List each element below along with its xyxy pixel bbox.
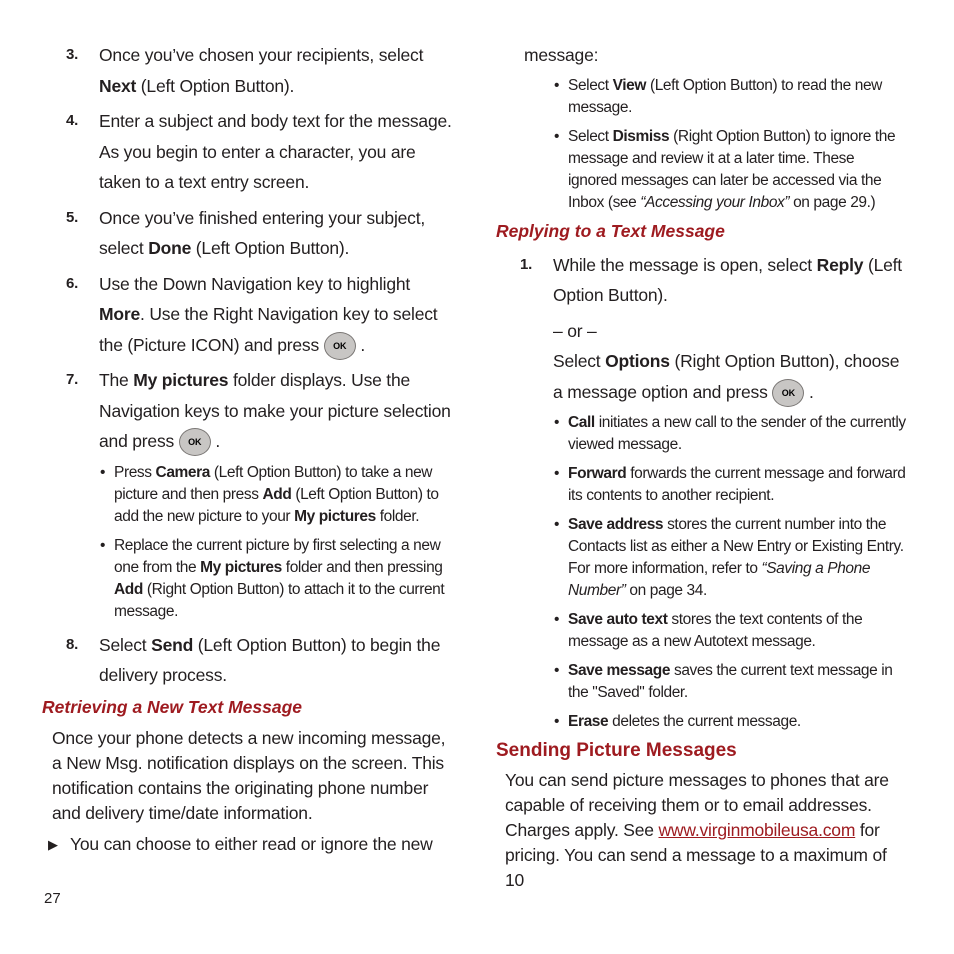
erase-label: Erase: [568, 713, 609, 730]
bullet-icon: •: [554, 611, 560, 628]
bullet-icon: •: [554, 516, 560, 533]
bullet-camera: [42, 462, 452, 528]
bullet-text: on page 29.): [789, 193, 876, 211]
bullet-text: folder.: [375, 507, 420, 525]
step-text: .: [360, 334, 366, 355]
bullet-icon: •: [554, 76, 560, 94]
bullet-text: Press: [114, 463, 156, 481]
bullet-text: (Left Option Button) to read the new message.: [568, 76, 882, 116]
bullet-text: on page 34.: [625, 582, 707, 599]
options-instruction: [496, 346, 906, 407]
bullet-text: stores the current number into the Contacts list as either a New Entry or Existing Entry. For more information, refer to: [568, 516, 904, 577]
save-address-label: Save address: [568, 516, 664, 533]
view-label: View: [612, 76, 647, 94]
more-label: More: [99, 304, 141, 324]
next-label: Next: [99, 75, 137, 96]
cross-reference: “Accessing your Inbox”: [640, 193, 790, 211]
virgin-mobile-link[interactable]: www.virginmobileusa.com: [658, 820, 856, 840]
bullet-text: folder and then pressing: [281, 558, 443, 576]
retrieving-body: Once your phone detects a new incoming message, a New Msg. notification displays on the screen. This notification contains the originating phone number and delivery time/date information.: [52, 727, 446, 823]
my-pictures-label: My pictures: [294, 507, 376, 525]
body-text: for pricing. You can send a message to a maximum of 10: [505, 820, 887, 890]
left-column: [42, 40, 452, 857]
forward-label: Forward: [568, 465, 627, 482]
replying-heading: Replying to a Text Message: [496, 220, 725, 241]
cross-reference: “Saving a Phone Number”: [568, 560, 871, 599]
step-number: 3.: [66, 46, 79, 63]
bullet-text: (Left Option Button) to take a new picture and then press: [114, 463, 433, 503]
sending-body: [496, 768, 906, 893]
step-text: Use the Down Navigation key to highlight: [99, 273, 411, 294]
bullet-icon: •: [554, 465, 560, 482]
bullet-text: deletes the current message.: [608, 713, 801, 730]
bullet-icon: •: [554, 662, 560, 679]
step-number: 7.: [66, 371, 79, 388]
continued-text: message:: [524, 45, 599, 65]
bullet-text: stores the text contents of the message as a new Autotext message.: [568, 611, 863, 650]
bullet-erase: [496, 711, 906, 733]
bullet-save-address: [496, 514, 906, 602]
step-text: While the message is open, select: [553, 254, 817, 275]
step-8: [42, 630, 452, 691]
step-text: (Left Option Button).: [191, 238, 350, 258]
bullet-text: (Right Option Button) to ignore the message and review it at a later time. These ignored messages can later be accessed via the Inbox (see: [568, 127, 896, 211]
step-number: 4.: [66, 112, 79, 129]
step-text: folder displays. Use the Navigation keys to make your picture selection and press: [99, 370, 451, 451]
bullet-call: [496, 412, 906, 456]
step-text: (Right Option Button), choose a message option and press: [553, 351, 900, 402]
step-text: Select: [553, 351, 606, 371]
step-number: 6.: [66, 274, 79, 292]
bullet-text: Replace the current picture by first selecting a new one from the: [114, 536, 441, 576]
options-label: Options: [605, 351, 670, 371]
my-pictures-label: My pictures: [133, 370, 229, 390]
bullet-icon: •: [554, 713, 560, 730]
bullet-save-message: [496, 660, 906, 704]
sending-heading: Sending Picture Messages: [496, 740, 737, 761]
arrow-text: You can choose to either read or ignore the new: [70, 833, 433, 854]
call-label: Call: [568, 414, 595, 431]
bullet-icon: •: [554, 414, 560, 431]
step-text: Once you’ve finished entering your subject, select: [99, 207, 426, 258]
step-text: (Left Option Button).: [136, 75, 295, 96]
bullet-dismiss: [496, 126, 906, 214]
step-text: (Left Option Button).: [553, 254, 902, 305]
my-pictures-label: My pictures: [200, 558, 282, 576]
bullet-text: (Right Option Button) to attach it to the current message.: [114, 580, 445, 620]
step-number: 5.: [66, 208, 79, 226]
step-text: Select: [99, 634, 152, 655]
bullet-forward: [496, 463, 906, 507]
arrow-icon: ▶: [48, 836, 58, 852]
add-label: Add: [262, 485, 292, 503]
bullet-view: [496, 75, 906, 119]
ok-key-icon: OK: [324, 332, 356, 360]
bullet-text: (Left Option Button) to add the new picture to your: [114, 485, 439, 525]
save-message-label: Save message: [568, 662, 671, 679]
step-text: .: [809, 381, 814, 402]
or-separator: – or –: [553, 320, 597, 341]
step-6: [42, 269, 452, 361]
step-3: [42, 40, 452, 101]
dismiss-label: Dismiss: [612, 127, 670, 145]
step-4: [42, 106, 452, 198]
bullet-icon: •: [100, 463, 106, 481]
step-number: 1.: [520, 255, 533, 273]
reply-step-1: [496, 250, 906, 311]
bullet-text: initiates a new call to the sender of the currently viewed message.: [568, 414, 906, 453]
done-label: Done: [148, 238, 192, 258]
step-text: The: [99, 370, 134, 390]
bullet-text: saves the current text message in the "Saved" folder.: [568, 662, 893, 701]
step-text: (Left Option Button) to begin the delivery process.: [99, 634, 441, 685]
reply-label: Reply: [816, 254, 864, 275]
step-text: .: [215, 431, 221, 451]
step-7: [42, 365, 452, 457]
bullet-icon: •: [554, 127, 560, 145]
bullet-text: forwards the current message and forward its contents to another recipient.: [568, 465, 906, 504]
retrieving-heading: Retrieving a New Text Message: [42, 696, 303, 717]
right-column: [496, 40, 906, 893]
bullet-text: Select: [568, 76, 613, 94]
ok-key-icon: OK: [179, 428, 211, 456]
body-text: You can send picture messages to phones that are capable of receiving them or to email addresses. Charges apply. See: [505, 770, 889, 840]
step-text: . Use the Right Navigation key to select the (Picture ICON) and press: [99, 304, 438, 355]
step-5: [42, 203, 452, 264]
bullet-icon: •: [100, 536, 106, 554]
bullet-text: Select: [568, 127, 613, 145]
camera-label: Camera: [155, 463, 210, 481]
retrieving-arrow-item: [42, 832, 452, 857]
add-label: Add: [114, 580, 143, 598]
step-number: 8.: [66, 635, 79, 653]
save-auto-text-label: Save auto text: [568, 611, 668, 628]
bullet-save-auto-text: [496, 609, 906, 653]
ok-key-icon: OK: [772, 379, 804, 407]
page-number: 27: [44, 890, 61, 907]
bullet-replace: [42, 535, 452, 623]
send-label: Send: [151, 634, 194, 655]
step-text: Enter a subject and body text for the message. As you begin to enter a character, you are taken to a text entry screen.: [99, 111, 452, 192]
step-text: Once you’ve chosen your recipients, select: [99, 45, 424, 65]
